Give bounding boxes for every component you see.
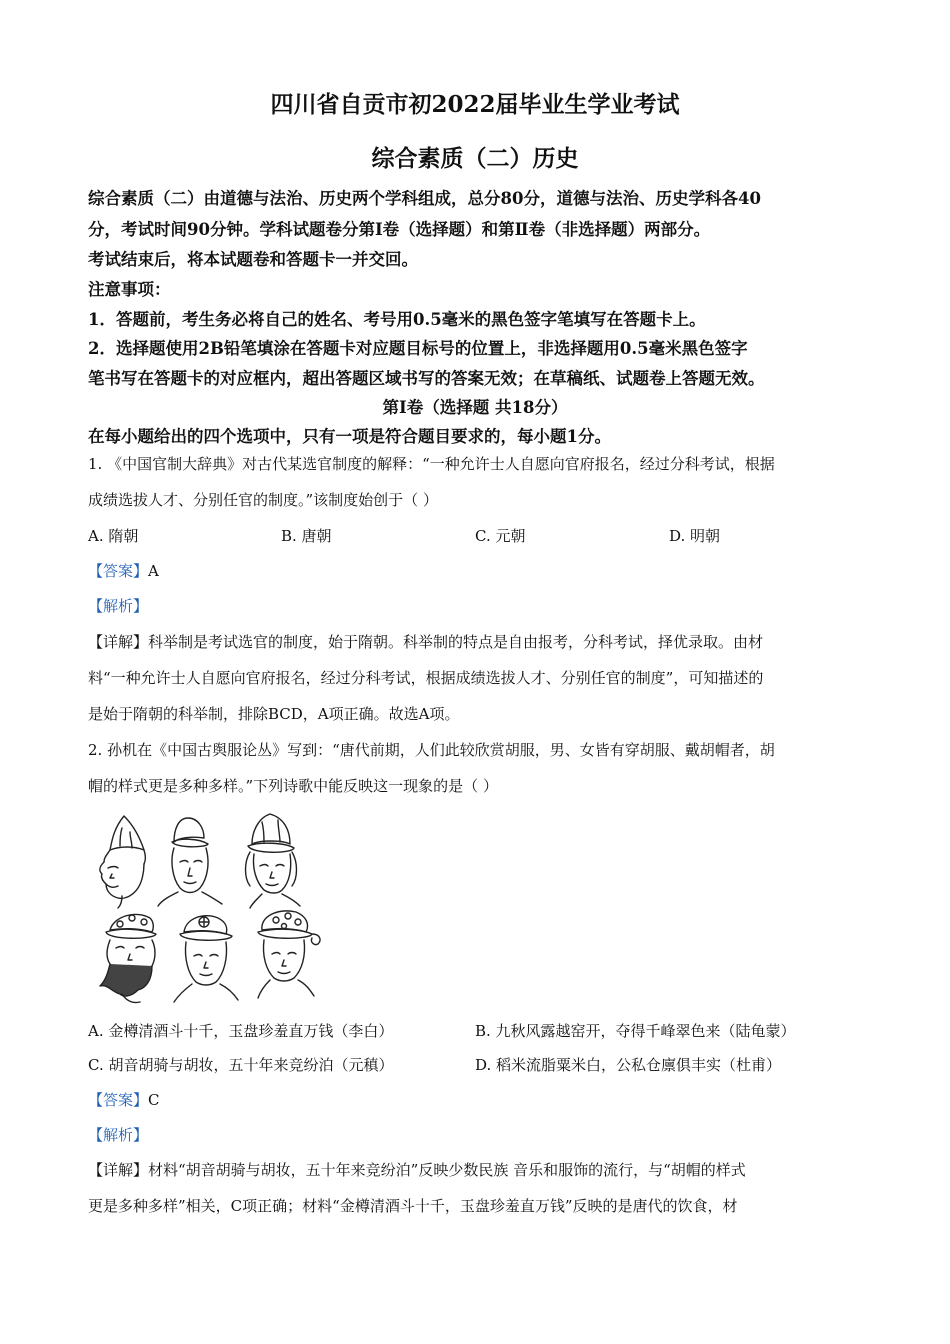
detail-text: 更是多种多样”相关，C项正确；材料“金樽清酒斗十千，玉盘珍羞直万钱”反映的是唐代的饮食，材 bbox=[88, 1197, 738, 1215]
option-c: C. 元朝 bbox=[475, 527, 526, 545]
answer-value: C bbox=[148, 1091, 160, 1109]
section-instruction: 在每小题给出的四个选项中，只有一项是符合题目要求的，每小题1分。 bbox=[88, 427, 611, 446]
option-b: B. 九秋风露越窑开，夺得千峰翠色来（陆龟蒙） bbox=[475, 1022, 796, 1040]
notice-item: 1．答题前，考生务必将自己的姓名、考号用0.5毫米的黑色签字笔填写在答题卡上。 bbox=[88, 310, 706, 329]
answer-tag: 【答案】 bbox=[88, 1091, 149, 1109]
detail-text: 料“一种允许士人自愿向官府报名，经过分科考试，根据成绩选拔人才、分别任官的制度”，可知描述的 bbox=[88, 669, 764, 687]
question-stem: 帽的样式更是多种多样。”下列诗歌中能反映这一现象的是（ ） bbox=[88, 777, 498, 795]
option-b: B. 唐朝 bbox=[281, 527, 332, 545]
detail-tag: 【详解】 bbox=[88, 633, 149, 651]
answer-line bbox=[88, 1089, 160, 1110]
notice-item: 笔书写在答题卡的对应框内，超出答题区域书写的答案无效；在草稿纸、试题卷上答题无效。 bbox=[88, 369, 765, 388]
question-stem: 成绩选拔人才、分别任官的制度。”该制度始创于（ ） bbox=[88, 491, 438, 509]
hu-hat-illustration bbox=[92, 808, 330, 1008]
option-d: D. 稻米流脂粟米白，公私仓廪俱丰实（杜甫） bbox=[475, 1056, 782, 1074]
answer-line bbox=[88, 560, 159, 581]
detail-text: 是始于隋朝的科举制，排除BCD，A项正确。故选A项。 bbox=[88, 705, 460, 723]
figure-head bbox=[174, 916, 238, 1002]
section-heading: 第Ⅰ卷（选择题 共18分） bbox=[382, 398, 568, 417]
analysis-line bbox=[88, 595, 148, 616]
figure-head bbox=[158, 818, 222, 906]
intro-line: 考试结束后，将本试题卷和答题卡一并交回。 bbox=[88, 250, 418, 269]
detail-tag: 【详解】 bbox=[88, 1161, 149, 1179]
analysis-tag: 【解析】 bbox=[88, 1126, 149, 1144]
detail-text: 材料“胡音胡骑与胡妆，五十年来竞纷泊”反映少数民族 音乐和服饰的流行，与“胡帽的样式 bbox=[148, 1161, 746, 1179]
detail-line bbox=[88, 631, 763, 652]
option-a: A. 隋朝 bbox=[88, 527, 139, 545]
figure-head bbox=[258, 911, 320, 998]
option-a: A. 金樽清酒斗十千，玉盘珍羞直万钱（李白） bbox=[88, 1022, 394, 1040]
analysis-line bbox=[88, 1124, 148, 1145]
figure-head bbox=[246, 814, 301, 908]
detail-text: 科举制是考试选官的制度，始于隋朝。科举制的特点是自由报考，分科考试，择优录取。由材 bbox=[148, 633, 764, 651]
notice-item: 2．选择题使用2B铅笔填涂在答题卡对应题目标号的位置上，非选择题用0.5毫米黑色签字 bbox=[88, 339, 748, 358]
option-d: D. 明朝 bbox=[669, 527, 721, 545]
analysis-tag: 【解析】 bbox=[88, 597, 149, 615]
exam-title: 四川省自贡市初2022届毕业生学业考试 bbox=[270, 91, 680, 118]
option-c: C. 胡音胡骑与胡妆，五十年来竞纷泊（元稹） bbox=[88, 1056, 394, 1074]
notice-title: 注意事项： bbox=[88, 280, 171, 299]
question-stem: 1. 《中国官制大辞典》对古代某选官制度的解释：“一种允许士人自愿向官府报名，经过分科考试，根据 bbox=[88, 455, 775, 473]
intro-line: 分，考试时间90分钟。学科试题卷分第Ⅰ卷（选择题）和第Ⅱ卷（非选择题）两部分。 bbox=[88, 220, 711, 239]
detail-line bbox=[88, 1159, 746, 1180]
exam-subtitle: 综合素质（二）历史 bbox=[371, 145, 579, 172]
intro-line: 综合素质（二）由道德与法治、历史两个学科组成，总分80分，道德与法治、历史学科各40 bbox=[88, 189, 761, 208]
figure-head bbox=[100, 914, 156, 1002]
answer-value: A bbox=[148, 562, 159, 580]
answer-tag: 【答案】 bbox=[88, 562, 149, 580]
question-stem: 2. 孙机在《中国古舆服论丛》写到：“唐代前期，人们此较欣赏胡服，男、女皆有穿胡服、戴胡帽者，胡 bbox=[88, 741, 775, 759]
figure-head bbox=[100, 816, 146, 908]
